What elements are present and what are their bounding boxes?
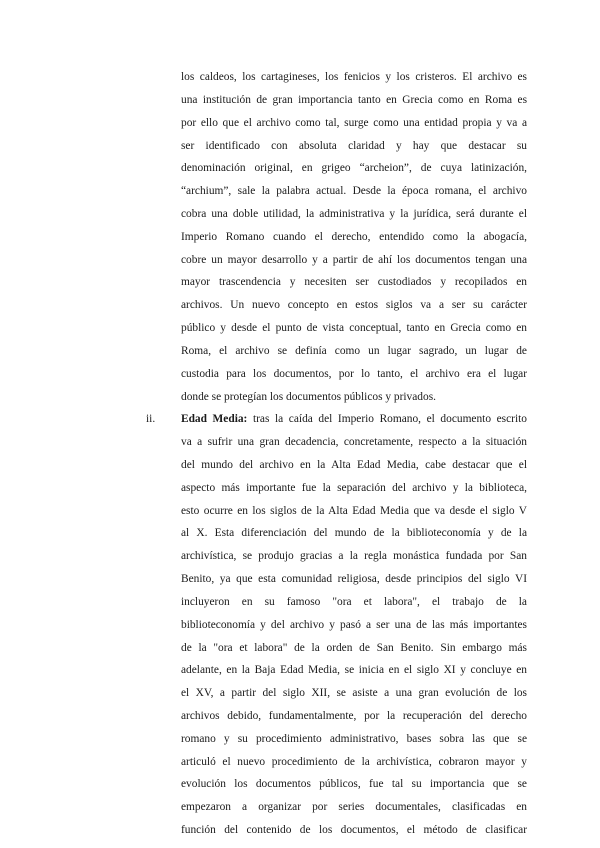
paragraph-line: donde se protegían los documentos públicos y privados. (181, 390, 436, 403)
list-item-line: Benito, ya que esta comunidad religiosa, desde principios del siglo VI (181, 573, 527, 585)
paragraph-line: cobra una doble utilidad, la administrativa y la jurídica, será durante el (181, 207, 527, 220)
paragraph-line: denominación original, en grigeo “archeion”, de cuya latinización, (181, 162, 527, 175)
list-item-line: al X. Esta diferenciación del mundo de la biblioteconomía y de la (181, 527, 527, 540)
paragraph-line: Imperio Romano cuando el derecho, entendido como la abogacía, (181, 230, 527, 243)
list-marker: ii. (146, 413, 156, 426)
list-item-line: empezaron a organizar por series documentales, clasificadas en (181, 801, 527, 814)
list-item-line: articuló el nuevo procedimiento de la archivística, cobraron mayor y (181, 755, 527, 768)
list-item-first-line-text: tras la caída del Imperio Romano, el documento escrito (247, 413, 527, 426)
section-heading: Edad Media: (181, 413, 248, 426)
list-item-line: va a sufrir una gran decadencia, concretamente, respecto a la situación (181, 436, 527, 449)
list-item-first-line (181, 409, 527, 429)
list-item-line: incluyeron en su famoso "ora et labora", el trabajo de la (181, 595, 527, 608)
list-item-line: romano y su procedimiento administrativo, bases sobra las que se (181, 732, 527, 745)
list-item-line: evolución los documentos públicos, fue tal su importancia que se (181, 778, 527, 791)
paragraph-line: público y desde el punto de vista conceptual, tanto en Grecia como en (181, 322, 527, 334)
paragraph-line: mayor trascendencia y necesiten ser custodiados y recopilados en (181, 276, 527, 289)
paragraph-line: archivos. Un nuevo concepto en estos siglos va a ser su carácter (181, 299, 527, 312)
list-item-line: de la "ora et labora" de la orden de San Benito. Sin embargo más (181, 641, 527, 654)
list-item-line: esto ocurre en los siglos de la Alta Edad Media que va desde el siglo V (181, 504, 527, 517)
paragraph-line: por ello que el archivo como tal, surge como una entidad propia y va a (181, 116, 527, 129)
paragraph-line: los caldeos, los cartagineses, los fenicios y los cristeros. El archivo es (181, 71, 527, 83)
paragraph-line: Roma, el archivo se definía como un lugar sagrado, un lugar de (181, 344, 527, 357)
list-item-line: adelante, en la Baja Edad Media, se inicia en el siglo XI y concluye en (181, 664, 527, 677)
list-item-line: del mundo del archivo en la Alta Edad Media, cabe destacar que el (181, 458, 527, 471)
list-item-line: archivos debido, fundamentalmente, por la recuperación del derecho (181, 709, 527, 722)
paragraph-line: una institución de gran importancia tanto en Grecia como en Roma es (181, 93, 527, 106)
paragraph-line: “archium”, sale la palabra actual. Desde la época romana, el archivo (181, 185, 527, 198)
list-item-line: aspecto más importante fue la separación del archivo y la biblioteca, (181, 481, 527, 494)
paragraph-line: ser identificado con absoluta claridad y hay que destacar su (181, 139, 527, 152)
paragraph-line: custodia para los documentos, por lo tanto, el archivo era el lugar (181, 367, 527, 380)
list-item-line: biblioteconomía y del archivo y pasó a ser una de las más importantes (181, 618, 527, 631)
list-item-line: el XV, a partir del siglo XII, se asiste a una gran evolución de los (181, 687, 527, 700)
paragraph-line: cobre un mayor desarrollo y a partir de ahí los documentos tengan una (181, 253, 527, 266)
list-item-line: función del contenido de los documentos, el método de clasificar (181, 824, 527, 836)
list-item-line: archivística, se produjo gracias a la regla monástica fundada por San (181, 550, 527, 563)
